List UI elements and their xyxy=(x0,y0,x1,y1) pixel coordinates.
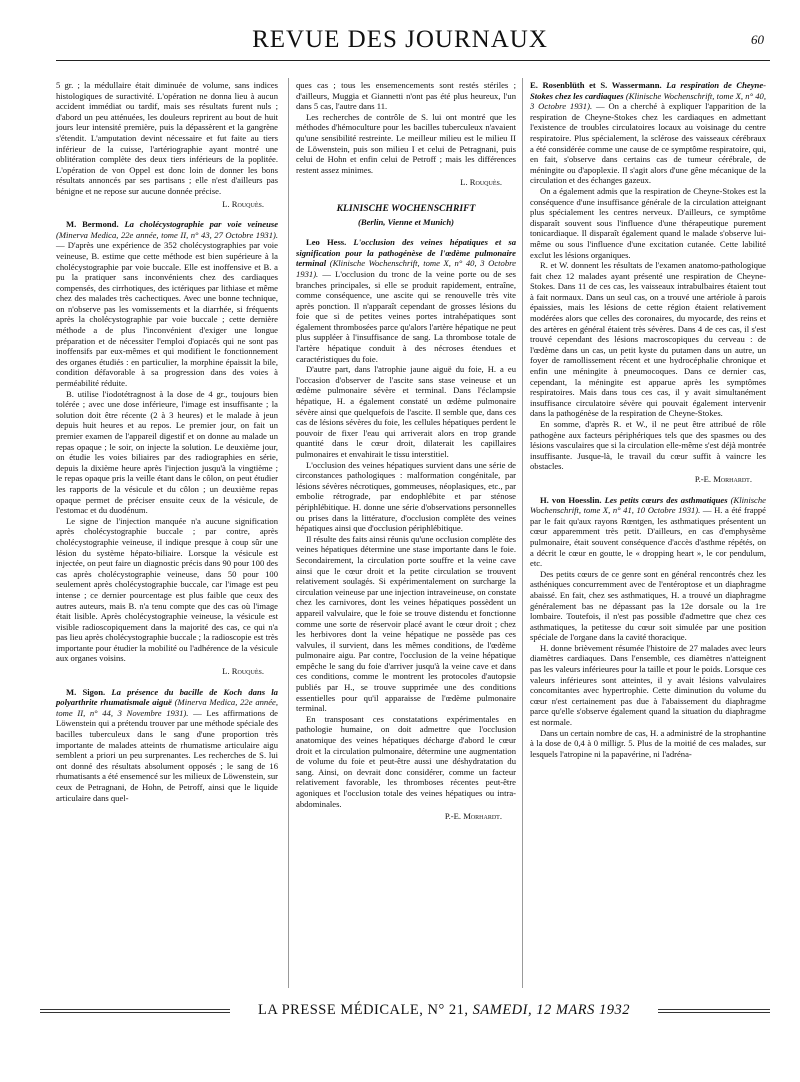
journal-title: REVUE DES JOURNAUX xyxy=(252,26,548,53)
article-bermond: M. Bermond. La cholécystographie par voie veineuse (Minerva Medica, 22e année, tome II, n° 43, 27 Octobre 1931). — D'après une expérience de 352 cholécystographies par voie veineuse, B. estime que cette méthode est bien supérieure à la cholécystographie par voie buccale. Elle est inoffensive et B. a pu la pratiquer sans inconvénients chez des cardiaques compensés, des cirrhotiques, des ictériques par lithiase et même chez des malades très cachectiques. Avec une bonne technique, on n'observe pas les vomissements et la diarrhée, si fréquents après la cholécystographie par voie buccale ; cette dernière méthode a de plus l'inconvénient d'exiger une longue préparation et de nécessiter l'emploi d'opiacés qui ne sont pas inoffensifs par eux-mêmes et qui modifient le fonctionnement des organes étudiés : en particulier, la morphine épaissit la bile, condition défavorable à sa progression dans des voies à perméabilité réduite. xyxy=(56,219,279,389)
paragraph: H. donne brièvement résumée l'histoire de 27 malades avec leurs diamètres cardiaques. Dans l'ensemble, ces diamètres n'atteignent pas les valeurs inférieures pour la taille et pour le poids. Lorsque ces valeurs inférieures sont atteintes, il y avait lésions valvulaires concomitantes avec hypertrophie. Cette diminution du volume du cœur n'est certainement pas due à l'abaissement du diaphragme parce qu'elle s'observe également quand la situation du diaphragme est normale. xyxy=(530,642,766,728)
footer-rule-left xyxy=(40,1009,230,1010)
header-rule xyxy=(56,60,770,61)
article-author: M. Sigon. xyxy=(66,686,106,697)
paragraph: 5 gr. ; la médullaire était diminuée de volume, sans indices histologiques de suractivité. L'opération ne donna lieu à aucun accident immédiat ou tardif, mais ses résultats furent nuls ; d'abord un peu atténuées, les douleurs reprirent au bout de huit jours leur intensité première, puis la dépassèrent et la gangrène s'étendit. L'amputation devint nécessaire et fut faite au tiers inférieur de la cuisse, l'artériographie ayant montré une oblitération complète des deux tiers inférieurs de la poplitée. L'opération de von Oppel est donc loin de donner les bons résultats annoncés par ses partisans ; elle n'est d'ailleurs pas bénigne et ne repose sur aucune donnée précise. xyxy=(56,80,278,196)
paragraph: D'autre part, dans l'atrophie jaune aiguë du foie, H. a eu l'occasion d'observer de l'ascite sans stase veineuse et un œdème pulmonaire sévère et terminal. Dans l'éclampsie hépatique, H. a également constaté un œdème pulmonaire sévère ainsi que quelquefois de l'ascite. Il semble que, dans ces cas de lésions sévères du foie, les cellules hépatiques perdent le pouvoir de fixer l'eau qui arriverait alors en trop grande quantité dans le cœur droit, dilaterait les capillaires pulmonaires et envahirait le tissu interstitiel. xyxy=(296,364,516,459)
signature: L. Rouquès. xyxy=(222,198,264,209)
paragraph: Des petits cœurs de ce genre sont en général rencontrés chez les asthéniques concurremment avec de l'entéroptose et un diaphragme abaissé. En fait, chez ses asthmatiques, H. a trouvé un diaphragme généralement bas ne dépassant pas la 12e dorsale ou la 1re lombaire. Toutefois, il n'est pas possible d'admettre que chez ces asthmatiques, la petitesse du cœur soit simulée par une position spéciale de l'organe dans la cavité thoracique. xyxy=(530,568,766,643)
signature: P.-E. Morhardt. xyxy=(694,473,752,484)
footer-date: SAMEDI, 12 MARS 1932 xyxy=(472,1002,631,1018)
article-hoesslin: H. von Hoesslin. Les petits cœurs des asthmatiques (Klinische Wochenschrift, tome X, n° 41, 10 Octobre 1931). — H. a été frappé par le fait qu'aux rayons Rœntgen, les asthmatiques présentent un cœur apparemment très petit. D'ailleurs, en cas d'emphysème pulmonaire, était souvent conséquence d'accès d'asthme répétés, on a décrit le cœur en goutte, le « dropping heart », le cor pendulum, etc. xyxy=(530,494,766,569)
footer-rule-right xyxy=(658,1012,770,1013)
article-title: Les petits cœurs des asthmatiques xyxy=(604,494,728,505)
section-title: KLINISCHE WOCHENSCHRIFT xyxy=(336,202,476,214)
article-author: M. Bermond. xyxy=(66,219,119,230)
signature: L. Rouquès. xyxy=(222,666,264,677)
paragraph: En transposant ces constatations expérimentales en pathologie humaine, on doit admettre que l'occlusion anatomique des veines hépatiques décharge d'abord le cœur droit et la circulation pulmonaire, détermine une augmentation de volume du foie et peut-être aussi une déshydratation du sang. Ainsi, on devrait donc considérer, comme un facteur relativement favorable, les thromboses récentes peut-être agoniques et l'occlusion totale des veines hépatiques ou intra-abdominales. xyxy=(296,713,516,809)
article-author: H. von Hoesslin. xyxy=(540,494,602,505)
footer-journal: LA PRESSE MÉDICALE, N° 21, xyxy=(257,1002,469,1018)
paragraph: R. et W. donnent les résultats de l'examen anatomo-pathologique fait chez 12 malades ayant présenté une respiration de Cheyne-Stokes. Dans 11 de ces cas, les vaisseaux intrabulbaires étaient tout à fait normaux. Dans un seul cas, on a trouvé une artériole à parois épaissies, mais les lésions de cette région étaient relativement modérées alors que celles des coronaires, du myocarde, des reins et des artères en général étaient très sévères. Dans 4 de ces cas, il s'est trouvé cependant des lésions macroscopiques du cerveau : de l'œdème dans un cas, un petit kyste du putamen dans un autre, un foyer de ramollissement récent et une hydrocéphalie chronique et enfin une méningite à pneumocoques. Dans ce dernier cas, cependant, la méningite est apparue après les symptômes respiratoires. Mais dans tous ces cas, il y avait simultanément insuffisance circulatoire sévère qui pouvait également intervenir dans la pathogénèse de la respiration de Cheyne-Stokes. xyxy=(530,260,766,419)
column-3 xyxy=(530,80,766,759)
article-reference: (Minerva Medica, 22e année, tome II, n° 43, 27 Octobre 1931). xyxy=(56,229,278,240)
column-1 xyxy=(56,80,278,803)
article-sigon: M. Sigon. La présence du bacille de Koch dans la polyarthrite rhumatismale aiguë (Minerva Medica, 22e année, tome II, n° 44, 3 Novembre 1931). — Les affirmations de Löwenstein qui a prétendu trouver par une méthode spéciale des bacilles tuberculeux dans le sang d'une proportion très importante de malades atteints de rhumatisme articulaire aigu semblent a priori un peu surprenantes. Les recherches de S. lui ont donné des résultats absolument opposés ; le sang de 16 rhumatisants a été ensemencé sur les milieux de Löwenstein, sur ceux de Petragnani, de Hohn, de Petroff, ainsi que le liquide articulaire dans quel- xyxy=(56,686,278,803)
article-title: La respiration de Cheyne-Stokes chez les cardiaques xyxy=(530,80,766,101)
article-title: La cholécystographie par voie veineuse xyxy=(124,219,279,230)
article-title: La présence du bacille de Koch dans la polyarthrite rhumatismale aiguë xyxy=(56,686,278,708)
signature: L. Rouquès. xyxy=(460,177,502,188)
paragraph: Les recherches de contrôle de S. lui ont montré que les méthodes d'hémoculture pour les bacilles tuberculeux n'avaient qu'une sensibilité restreinte. Le meilleur milieu est le milieu II de Löwenstein, puis son milieu I et celui de Petragnani, puis celui de Hohn et enfin celui de Petroff ; mais les différences restent assez minimes. xyxy=(296,111,516,175)
article-rosenbluth: E. Rosenblüth et S. Wassermann. La respiration de Cheyne-Stokes chez les cardiaques (Klinische Wochenschrift, tome X, n° 40, 3 Octobre 1931). — On a cherché à expliquer l'apparition de la respiration de Cheyne-Stokes chez les cardiaques en admettant l'existence de troubles circulatoires locaux au voisinage du centre respiratoire. Plus spécialement, la sclérose des vaisseaux cérébraux a été considérée comme une cause de ce symptôme respiratoire, qui, en fait, s'observe dans certains cas de tumeur cérébrale, de méningite ou d'apoplexie. Il s'agit alors d'une gêne mécanique de la circulation et des échanges gazeux. xyxy=(530,80,766,186)
article-reference: (Minerva Medica, 22e année, tome II, n° 44, 3 Novembre 1931). xyxy=(56,697,278,718)
page-header xyxy=(0,0,800,60)
page-number: 60 xyxy=(751,32,764,47)
column-2 xyxy=(296,80,516,832)
paragraph: Il résulte des faits ainsi réunis qu'une occlusion complète des veines hépatiques détermine une stase importante dans le foie. Secondairement, la circulation porte souffre et la veine cave ainsi que le cœur droit et la petite circulation se trouvent relativement soulagés. Si expérimentalement on surcharge la circulation veineuse par une injection intraveineuse, on constate chez les carnivores, dont les veines hépatiques possèdent un appareil valvulaire, que le foie se trouve distendu et fonctionne comme une sorte de réservoir placé avant le cœur droit ; chez les herbivores dont la veine hépatique ne possède pas ces valvules, il survient, dans les mêmes conditions, de l'œdème pulmonaire aigu. Par contre, l'occlusion de la veine hépatique empêche le sang du foie d'arriver jusqu'à la veine cave et dans ces conditions, comme le montrent les protocoles d'autopsie publiés par H., se trouve supprimée une des conditions essentielles pour qu'il apparaisse de l'œdème pulmonaire terminal. xyxy=(296,533,517,714)
article-reference: (Klinische Wochenschrift, tome X, n° 40, 3 Octobre 1931). xyxy=(530,90,766,112)
paragraph: En somme, d'après R. et W., il ne peut être attribué de rôle pathogène aux facteurs périphériques tels que des spasmes ou des lésions vasculaires que si la circulation elle-même s'est déjà montrée insuffisante. Jusque-là, le travail du cœur suffit à vaincre les obstacles. xyxy=(530,419,766,472)
article-title: L'occlusion des veines hépatiques et sa signification pour la pathogénèse de l'œdème pulmonaire terminal xyxy=(296,237,516,269)
section-subtitle: (Berlin, Vienne et Munich) xyxy=(358,216,454,227)
column-divider xyxy=(522,78,523,988)
article-author: Leo Hess. xyxy=(306,237,347,248)
article-reference: (Klinische Wochenschrift, tome X, n° 41, 10 Octobre 1931). xyxy=(530,494,766,516)
footer-rule-right xyxy=(658,1009,770,1010)
column-divider xyxy=(288,78,289,988)
article-author: E. Rosenblüth et S. Wassermann. xyxy=(530,80,662,90)
footer-line xyxy=(230,1002,658,1019)
paragraph: L'occlusion des veines hépatiques survient dans une série de circonstances pathologiques : malformation congénitale, par lésions sévères nécrotiques, gommeuses, néoplasiques, etc., par embolie rétrograde, par endophlébite et par sténose périphlébitique. H. donne une série d'observations personnelles ou prises dans la littérature, d'occlusion complète des veines hépatiques ainsi que d'occlusion périphlébitique. xyxy=(296,459,516,534)
page-footer xyxy=(0,1000,800,1040)
signature: P.-E. Morhardt. xyxy=(444,811,502,822)
paragraph: ques cas ; tous les ensemencements sont restés stériles ; d'ailleurs, Muggia et Giannetti n'ont pas été plus heureux, l'un dans 5 cas, l'autre dans 11. xyxy=(296,80,516,112)
paragraph: Le signe de l'injection manquée n'a aucune signification après cholécystographie buccale ; par contre, après cholécystographie veineuse, il indique presque à coup sûr une lésion du système hépato-biliaire. Lorsque la vésicule est injectée, on peut faire un diagnostic précis dans 90 pour 100 des cas après cholécystographie veineuse, dans 50 pour 100 seulement après cholécystographie buccale, car l'image est peu intense ; ce dernier pourcentage est plus faible que ceux des autres auteurs, mais B. n'a tenu compte que des cas où l'image était lisible. Après cholécystographie veineuse, la vésicule est visible radioscopiquement dans la majorité des cas, ce qui n'a pas lieu après cholécystographie buccale ; la radioscopie est très importante pour étudier la mobilité ou l'adhérence de la vésicule aux organes voisins. xyxy=(56,515,278,664)
footer-rule-left xyxy=(40,1012,230,1013)
paragraph: On a également admis que la respiration de Cheyne-Stokes est la conséquence d'une insuffisance générale de la circulation atteignant plus spécialement les centres nerveux. D'ailleurs, ce symptôme disparaît souvent sous l'influence d'une thérapeutique purement tonicardiaque. Il disparaît également quand le malade s'observe lui-même ou sous l'influence d'une excitation cutanée. Cette labilité exclut les lésions organiques. xyxy=(530,185,766,260)
article-hess: Leo Hess. L'occlusion des veines hépatiques et sa signification pour la pathogénèse de l'œdème pulmonaire terminal (Klinische Wochenschrift, tome X, n° 40, 3 Octobre 1931). — L'occlusion du tronc de la veine porte ou de ses branches principales, si elle se produit rapidement, entraîne, comme conséquence, une ascite qui se renouvelle très vite après ponction. Il n'apparaît cependant de grosses lésions du foie que si de petites veines portes intrahépatiques sont également thrombosées parce qu'alors l'artère hépatique ne peut plus suppléer à l'insuffisance de sang. La thrombose totale de l'artère hépatique conduit à des nécroses étendues et caractéristiques du foie. xyxy=(296,237,516,364)
paragraph: B. utilise l'iodotétragnost à la dose de 4 gr., toujours bien tolérée ; avec une dose inférieure, l'image est insuffisante ; la solution doit être récente (2 à 3 heures) et le malade à jeun depuis huit heures et au repos. Le premier jour, on fait un premier examen de l'appareil digestif et on donne au malade un repas opaque ; le soir, on injecte la solution. Le deuxième jour, on étudie les voies biliaires par des radiographies en série, depuis la dixième heure après l'injection jusqu'à la vingtième ; le repas opaque pris la veille étant dans le côlon, on peut étudier les rapports de la vésicule et du côlon ; un deuxième repas opaque permet de préciser ensuite ceux de la vésicule, de l'estomac et du duodénum. xyxy=(56,388,278,516)
paragraph: Dans un certain nombre de cas, H. a administré de la strophantine à la dose de 0,4 à 0 milligr. 5. Plus de la moitié de ces malades, sur lesquels l'atropine ni la papavérine, ni l'adréna- xyxy=(530,727,766,759)
article-reference: (Klinische Wochenschrift, tome X, n° 40, 3 Octobre 1931). xyxy=(296,258,516,279)
